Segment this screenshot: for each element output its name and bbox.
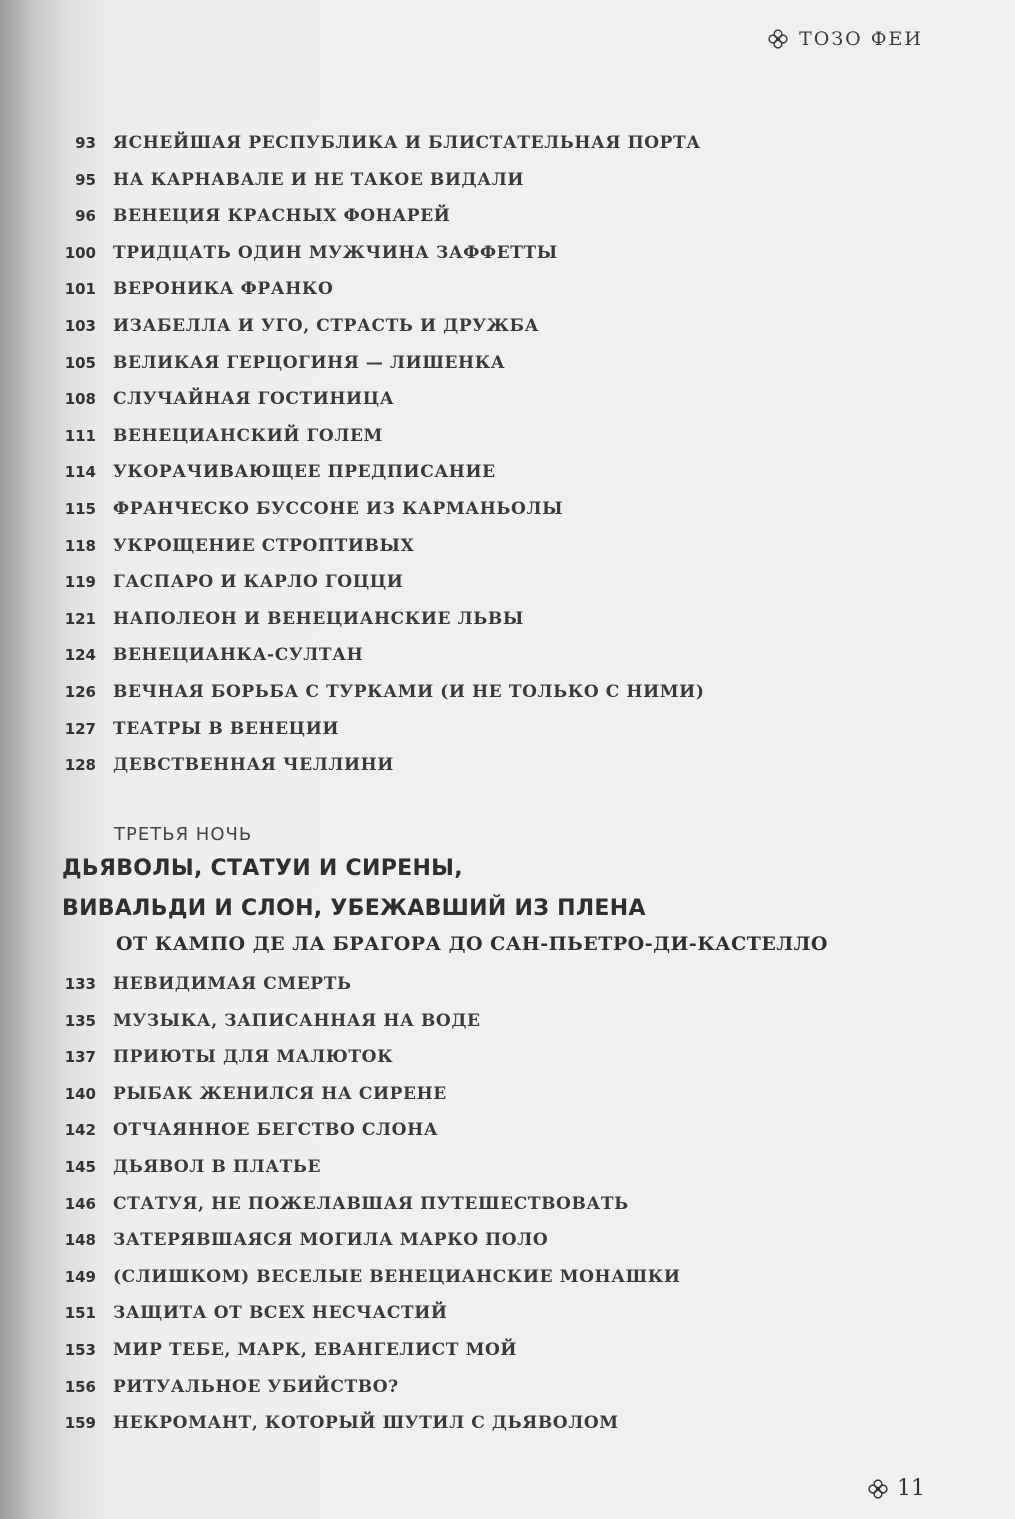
section-subtitle: ОТ КАМПО ДЕ ЛА БРАГОРА ДО САН-ПЬЕТРО-ДИ-КАСТЕЛЛО [116,933,828,955]
toc-entry-title: ГАСПАРО И КАРЛО ГОЦЦИ [113,572,404,593]
toc-page-number: 114 [64,463,96,482]
toc-entry-title: ВЕЛИКАЯ ГЕРЦОГИНЯ — ЛИШЕНКА [113,352,506,373]
toc-page-number: 124 [64,646,96,665]
toc-page-number: 145 [64,1158,96,1176]
section-title-line2: ВИВАЛЬДИ И СЛОН, УБЕЖАВШИЙ ИЗ ПЛЕНА [62,896,646,921]
toc-page-number: 108 [64,390,96,409]
toc-page-number: 101 [64,280,96,299]
toc-entry-title: СЛУЧАЙНАЯ ГОСТИНИЦА [113,389,395,410]
toc-entry-title: (СЛИШКОМ) ВЕСЕЛЫЕ ВЕНЕЦИАНСКИЕ МОНАШКИ [113,1266,681,1287]
toc-entry-title: ИЗАБЕЛЛА И УГО, СТРАСТЬ И ДРУЖБА [113,316,540,336]
toc-page-number: 140 [64,1084,96,1103]
header-title: ТОЗО ФЕИ [799,28,923,50]
toc-entry-title: УКРОЩЕНИЕ СТРОПТИВЫХ [113,535,415,556]
toc-page-number: 135 [64,1011,96,1030]
toc-page-number: 142 [64,1121,96,1140]
flower-ornament-icon [867,1478,889,1500]
toc-page-number: 151 [64,1304,96,1323]
toc-page-number: 93 [75,134,96,152]
toc-entry-title: СТАТУЯ, НЕ ПОЖЕЛАВШАЯ ПУТЕШЕСТВОВАТЬ [113,1193,629,1214]
running-header [767,28,923,50]
toc-page-number: 146 [64,1194,96,1213]
toc-entry-title: ЯСНЕЙШАЯ РЕСПУБЛИКА И БЛИСТАТЕЛЬНАЯ ПОРТА [113,133,701,153]
toc-page-number: 156 [64,1377,96,1396]
toc-entry-title: ДЬЯВОЛ В ПЛАТЬЕ [113,1157,322,1177]
toc-page-number: 126 [64,683,96,701]
toc-page-number: 119 [64,573,96,592]
toc-entry-title: ЗАЩИТА ОТ ВСЕХ НЕСЧАСТИЙ [113,1303,448,1324]
toc-entry-title: ТЕАТРЫ В ВЕНЕЦИИ [113,718,340,739]
toc-page-number: 128 [64,756,96,775]
toc-entry-title: РЫБАК ЖЕНИЛСЯ НА СИРЕНЕ [113,1083,447,1104]
toc-page-number: 153 [64,1341,96,1359]
toc-page-number: 137 [64,1048,96,1067]
toc-entry-title: ТРИДЦАТЬ ОДИН МУЖЧИНА ЗАФФЕТТЫ [113,242,558,263]
toc-page-number: 133 [64,975,96,993]
toc-entry-title: ОТЧАЯННОЕ БЕГСТВО СЛОНА [113,1120,439,1141]
toc-entry-title: УКОРАЧИВАЮЩЕЕ ПРЕДПИСАНИЕ [113,462,496,483]
night-label: ТРЕТЬЯ НОЧЬ [114,824,253,845]
toc-page-number: 103 [64,317,96,335]
page-number: 11 [897,1476,925,1501]
page-footer [867,1476,925,1501]
toc-entry-title: ФРАНЧЕСКО БУССОНЕ ИЗ КАРМАНЬОЛЫ [113,499,564,519]
toc-page-number: 118 [64,536,96,555]
toc-entry-title: МИР ТЕБЕ, МАРК, ЕВАНГЕЛИСТ МОЙ [113,1340,518,1360]
toc-entry-title: НА КАРНАВАЛЕ И НЕ ТАКОЕ ВИДАЛИ [113,169,525,190]
toc-entry-title: ВЕНЕЦИЯ КРАСНЫХ ФОНАРЕЙ [113,206,451,227]
toc-page-number: 127 [64,719,96,738]
toc-page-number: 121 [64,609,96,628]
toc-entry-title: РИТУАЛЬНОЕ УБИЙСТВО? [113,1376,399,1397]
toc-entry-title: ЗАТЕРЯВШАЯСЯ МОГИЛА МАРКО ПОЛО [113,1230,549,1251]
toc-page-number: 159 [64,1414,96,1433]
toc-entry-title: ВЕЧНАЯ БОРЬБА С ТУРКАМИ (И НЕ ТОЛЬКО С НИМИ) [113,682,705,702]
toc-entry-title: НАПОЛЕОН И ВЕНЕЦИАНСКИЕ ЛЬВЫ [113,608,524,629]
toc-entry-title: НЕКРОМАНТ, КОТОРЫЙ ШУТИЛ С ДЬЯВОЛОМ [113,1413,619,1434]
toc-page-number: 100 [64,243,96,262]
section-title-line1: ДЬЯВОЛЫ, СТАТУИ И СИРЕНЫ, [62,856,463,881]
toc-entry-title: ДЕВСТВЕННАЯ ЧЕЛЛИНИ [113,755,394,776]
toc-entry-title: ВЕРОНИКА ФРАНКО [113,279,334,300]
toc-page-number: 95 [75,170,96,189]
toc-entry-title: МУЗЫКА, ЗАПИСАННАЯ НА ВОДЕ [113,1010,481,1031]
toc-page-number: 115 [64,500,96,518]
toc-entry-title: ВЕНЕЦИАНКА-СУЛТАН [113,645,364,666]
flower-ornament-icon [767,28,789,50]
toc-page-number: 105 [64,353,96,372]
toc-entry-title: ВЕНЕЦИАНСКИЙ ГОЛЕМ [113,425,383,446]
toc-page-number: 149 [64,1267,96,1286]
toc-page-number: 111 [64,426,96,445]
toc-entry-title: ПРИЮТЫ ДЛЯ МАЛЮТОК [113,1047,394,1068]
toc-entry-title: НЕВИДИМАЯ СМЕРТЬ [113,974,352,994]
toc-page-number: 96 [75,207,96,226]
toc-page-number: 148 [64,1231,96,1250]
